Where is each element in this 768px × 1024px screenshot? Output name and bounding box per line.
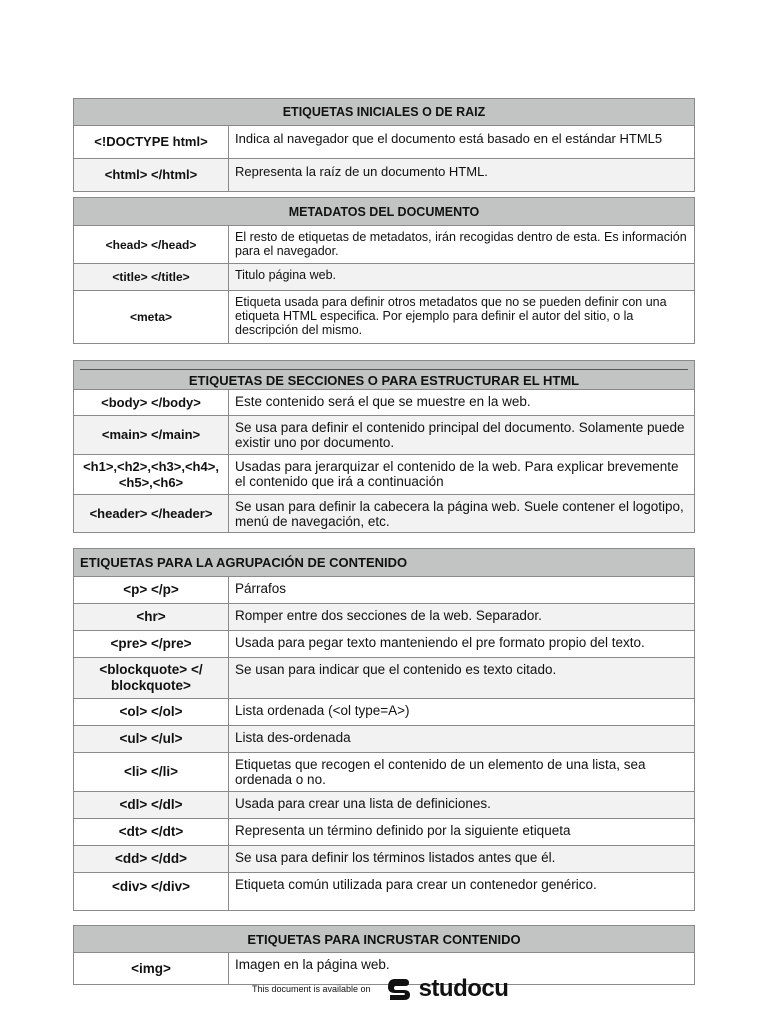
table-title: ETIQUETAS PARA INCRUSTAR CONTENIDO xyxy=(74,926,695,953)
tag-cell: <main> </main> xyxy=(74,416,229,455)
table-grouping xyxy=(73,548,695,911)
table-title: ETIQUETAS DE SECCIONES O PARA ESTRUCTURAR EL HTML xyxy=(188,373,580,388)
studocu-brand: studocu xyxy=(418,975,509,1002)
header-rule xyxy=(80,369,688,370)
table-row xyxy=(74,792,695,819)
table-row xyxy=(74,658,695,699)
description-cell: Este contenido será el que se muestre en la web. xyxy=(229,390,695,416)
table-row xyxy=(74,264,695,291)
table-title: ETIQUETAS INICIALES O DE RAIZ xyxy=(74,99,695,126)
description-cell: Representa la raíz de un documento HTML. xyxy=(229,159,695,192)
table-row xyxy=(74,495,695,533)
tag-cell: <pre> </pre> xyxy=(74,631,229,658)
tag-cell: <meta> xyxy=(74,291,229,344)
tag-cell: <title> </title> xyxy=(74,264,229,291)
description-cell: Etiqueta común utilizada para crear un contenedor genérico. xyxy=(229,873,695,911)
tag-cell: <dl> </dl> xyxy=(74,792,229,819)
tag-cell: <dd> </dd> xyxy=(74,846,229,873)
table-row xyxy=(74,846,695,873)
tag-cell: <img> xyxy=(74,953,229,985)
table-metadata xyxy=(73,197,695,344)
table-row xyxy=(74,390,695,416)
description-cell: Imagen en la página web. xyxy=(229,953,695,985)
table-row xyxy=(74,726,695,753)
description-cell: Etiquetas que recogen el contenido de un elemento de una lista, sea ordenada o no. xyxy=(229,753,695,792)
description-cell: Etiqueta usada para definir otros metadatos que no se pueden definir con una etiqueta HTML especifica. Por ejemplo para definir el autor del sitio, o la descripción del mismo. xyxy=(229,291,695,344)
table-row xyxy=(74,291,695,344)
tag-cell: <blockquote> </ blockquote> xyxy=(74,658,229,699)
table-row xyxy=(74,699,695,726)
tag-cell: <head> </head> xyxy=(74,226,229,264)
description-cell: El resto de etiquetas de metadatos, irán recogidas dentro de esta. Es información para el navegador. xyxy=(229,226,695,264)
description-cell: Se usa para definir los términos listados antes que él. xyxy=(229,846,695,873)
description-cell: Lista ordenada (<ol type=A>) xyxy=(229,699,695,726)
table-title: ETIQUETAS PARA LA AGRUPACIÓN DE CONTENIDO xyxy=(74,549,695,577)
description-cell: Representa un término definido por la siguiente etiqueta xyxy=(229,819,695,846)
table-title: METADATOS DEL DOCUMENTO xyxy=(74,198,695,226)
tag-cell: <html> </html> xyxy=(74,159,229,192)
table-sections xyxy=(73,360,695,533)
description-cell: Usadas para jerarquizar el contenido de la web. Para explicar brevemente el contenido que irá a continuación xyxy=(229,455,695,495)
table-row xyxy=(74,126,695,159)
table-row xyxy=(74,631,695,658)
description-cell: Romper entre dos secciones de la web. Separador. xyxy=(229,604,695,631)
description-cell: Indica al navegador que el documento está basado en el estándar HTML5 xyxy=(229,126,695,159)
tag-cell: <dt> </dt> xyxy=(74,819,229,846)
tag-cell: <ul> </ul> xyxy=(74,726,229,753)
tag-cell: <!DOCTYPE html> xyxy=(74,126,229,159)
table-row xyxy=(74,873,695,911)
description-cell: Se usan para indicar que el contenido es texto citado. xyxy=(229,658,695,699)
tag-cell: <body> </body> xyxy=(74,390,229,416)
table-row xyxy=(74,455,695,495)
table-row xyxy=(74,819,695,846)
table-row xyxy=(74,226,695,264)
tag-cell: <header> </header> xyxy=(74,495,229,533)
table-row xyxy=(74,577,695,604)
table-row xyxy=(74,604,695,631)
description-cell: Usada para pegar texto manteniendo el pre formato propio del texto. xyxy=(229,631,695,658)
table-row xyxy=(74,753,695,792)
studocu-logo-icon xyxy=(385,975,413,1003)
tag-cell: <ol> </ol> xyxy=(74,699,229,726)
table-row xyxy=(74,416,695,455)
studocu-footer xyxy=(252,972,508,1006)
tag-cell: <hr> xyxy=(74,604,229,631)
tag-cell: <li> </li> xyxy=(74,753,229,792)
tag-cell: <div> </div> xyxy=(74,873,229,911)
description-cell: Se usan para definir la cabecera la página web. Suele contener el logotipo, menú de navegación, etc. xyxy=(229,495,695,533)
availability-text: This document is available on xyxy=(252,984,371,994)
tag-cell: <h1>,<h2>,<h3>,<h4>,<h5>,<h6> xyxy=(74,455,229,495)
description-cell: Se usa para definir el contenido principal del documento. Solamente puede existir uno por documento. xyxy=(229,416,695,455)
description-cell: Lista des-ordenada xyxy=(229,726,695,753)
description-cell: Usada para crear una lista de definiciones. xyxy=(229,792,695,819)
tag-cell: <p> </p> xyxy=(74,577,229,604)
table-root-tags xyxy=(73,98,695,192)
description-cell: Titulo página web. xyxy=(229,264,695,291)
table-row xyxy=(74,159,695,192)
description-cell: Párrafos xyxy=(229,577,695,604)
